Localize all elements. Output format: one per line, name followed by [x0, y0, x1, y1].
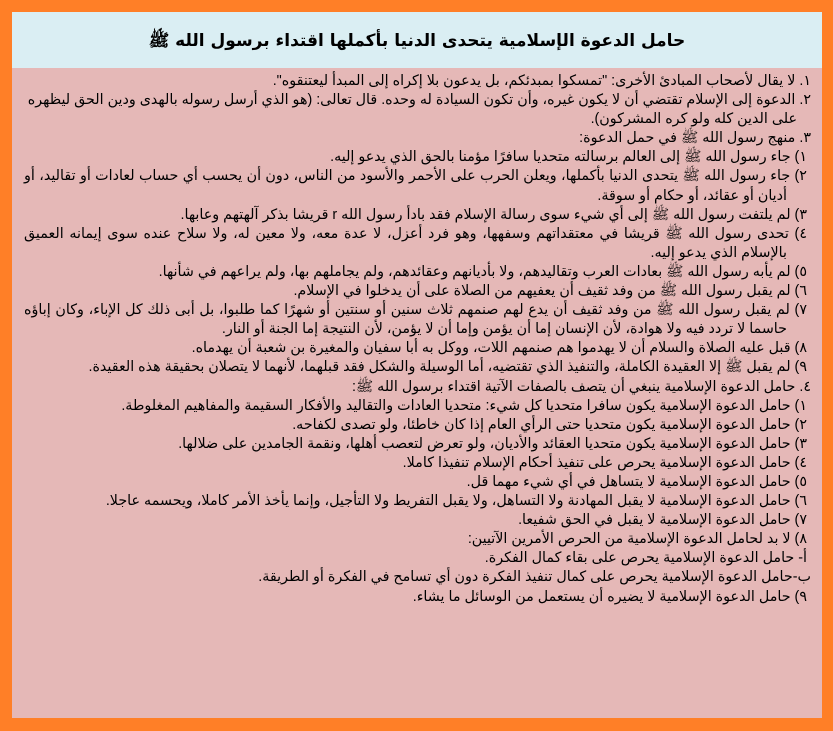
item-number: ١) — [794, 149, 807, 166]
subitem-text: حامل الدعوة الإسلامية يحرص على بقاء كمال الفكرة. — [484, 550, 795, 567]
item-number: ٨) — [794, 340, 807, 357]
item-text: لا بد لحامل الدعوة الإسلامية من الحرص الأمرين الآتيين: — [467, 531, 791, 548]
item-text: تحدى رسول الله ﷺ قريشا في معتقداتهم وسفهها، وهو فرد أعزل، لا عدة معه، ولا معين له، ولا سلاح عنده سوى إيمانه العميق بالإسلام الذي يدعو إليه. — [24, 225, 789, 261]
item-number: ٣) — [794, 435, 807, 452]
section-number: ٣. — [799, 130, 811, 147]
item-text: لم يأبه رسول الله ﷺ بعادات العرب وتقاليدهم، ولا بأديانهم وعقائدهم، ولم يجاملهم بها، ولم يراعهم في شأنها. — [158, 263, 791, 280]
section-text: لا يقال لأصحاب المبادئ الأخرى: "تمسكوا بمبدئكم، بل يدعون بلا إكراه إلى المبدأ ليعتنقوه". — [272, 73, 796, 89]
subitem-letter: ب- — [792, 569, 811, 586]
list-item — [24, 492, 811, 511]
item-number: ٧) — [794, 512, 807, 529]
section-text: الدعوة إلى الإسلام تقتضي أن لا يكون غيره، وأن تكون السيادة له وحده. قال تعالى: (هو الذي أرسل رسوله بالهدى ودين الحق ليظهره على الدين كله ولو كره المشركون). — [27, 92, 797, 128]
item-text: قبل عليه الصلاة والسلام أن لا يهدموا هم صنمهم اللات، ووكل به أبا سفيان والمغيرة بن شعبة أن يهدماه. — [191, 340, 791, 357]
item-text: لم يقبل رسول الله ﷺ من وفد ثقيف أن يدع لهم صنمهم ثلاث سنين أو سنتين أو شهرًا كما طلبوا، بل أبى ذلك كل الإباء، وكان إباؤه حاسما لا تردد فيه ولا هوادة، لأن الإنسان إما أن يؤمن وإما أن لا يؤمن، لأن النتيجة إما الجنة أو النار. — [24, 302, 790, 338]
sub-list-item — [24, 568, 811, 587]
section-3 — [24, 129, 811, 148]
section-1 — [24, 72, 811, 91]
item-number: ٧) — [794, 302, 807, 319]
item-number: ٦) — [794, 283, 807, 300]
item-text: حامل الدعوة الإسلامية لا يقبل في الحق شفيعا. — [518, 512, 791, 529]
item-text: لم يلتفت رسول الله ﷺ إلى أي شيء سوى رسالة الإسلام فقد بادأ رسول الله r قريشا بذكر آلهتهم وعابها. — [180, 206, 791, 223]
item-text: حامل الدعوة الإسلامية لا يقبل المهادنة ولا التساهل، ولا يقبل التفريط ولا التأجيل، وإنما يأخذ الأمر كاملا، ويحسمه عاجلا. — [105, 493, 791, 510]
list-item — [24, 511, 811, 530]
section-4 — [24, 378, 811, 397]
item-text: حامل الدعوة الإسلامية لا يضيره أن يستعمل من الوسائل ما يشاء. — [412, 588, 791, 605]
item-number: ٥) — [794, 473, 807, 490]
list-item — [24, 454, 811, 473]
subitem-letter: أ- — [798, 550, 807, 567]
list-item — [24, 301, 811, 339]
item-number: ٢) — [794, 168, 807, 185]
section-text: منهج رسول الله ﷺ في حمل الدعوة: — [579, 130, 796, 147]
item-number: ٦) — [794, 493, 807, 510]
item-number: ١) — [794, 397, 807, 414]
item-number: ٥) — [794, 263, 807, 280]
list-item — [24, 435, 811, 454]
document-frame — [12, 12, 822, 718]
item-text: حامل الدعوة الإسلامية يكون متحديا العقائد والأديان، ولو تعرض لتعصب أهلها، ونقمة الجامدين على ضلالها. — [178, 435, 791, 452]
list-item — [24, 358, 811, 377]
item-number: ٩) — [794, 359, 807, 376]
item-text: جاء رسول الله ﷺ يتحدى الدنيا بأكملها، ويعلن الحرب على الأحمر والأسود من الناس، دون أن يحسب أي حساب لعادات أو تقاليد، أو أديان أو عقائد، أو حكام أو سوقة. — [24, 168, 791, 204]
item-text: حامل الدعوة الإسلامية يكون متحديا حتى الرأي العام إذا كان خاطئا، ولو تصدى لكفاحه. — [292, 416, 791, 433]
item-number: ٢) — [794, 416, 807, 433]
list-item — [24, 206, 811, 225]
item-number: ٤) — [794, 454, 807, 471]
section-text: حامل الدعوة الإسلامية ينبغي أن يتصف بالصفات الآتية اقتداء برسول الله ﷺ: — [351, 378, 796, 395]
section-number: ٢. — [799, 92, 811, 109]
item-number: ٣) — [794, 206, 807, 223]
list-item — [24, 588, 811, 607]
item-text: لم يقبل ﷺ إلا العقيدة الكاملة، والتنفيذ الذي تقتضيه، أما الوسيلة والشكل فقد قبلهما، لأنهما لا يتصلان بحقيقة هذه العقيدة. — [88, 359, 791, 376]
list-item — [24, 416, 811, 435]
item-number: ٨) — [794, 531, 807, 548]
section-number: ١. — [799, 73, 811, 89]
list-item — [24, 148, 811, 167]
item-number: ٩) — [794, 588, 807, 605]
subitem-text: حامل الدعوة الإسلامية يحرص على كمال تنفيذ الفكرة دون أي تسامح في الفكرة أو الطريقة. — [258, 569, 793, 586]
item-text: حامل الدعوة الإسلامية لا يتساهل في أي شيء مهما قل. — [466, 473, 791, 490]
item-text: لم يقبل رسول الله ﷺ من وفد ثقيف أن يعفيهم من الصلاة على أن يدخلوا في الإسلام. — [293, 283, 791, 300]
list-item — [24, 339, 811, 358]
item-text: حامل الدعوة الإسلامية يكون سافرا متحديا كل شيء: متحديا العادات والتقاليد والأفكار السقيمة والمفاهيم المغلوطة. — [121, 397, 791, 414]
list-item — [24, 530, 811, 549]
list-item — [24, 282, 811, 301]
title-box — [12, 12, 822, 68]
list-item — [24, 167, 811, 205]
item-number: ٤) — [794, 225, 807, 242]
content-body — [12, 68, 822, 718]
list-item — [24, 225, 811, 263]
page-title: حامل الدعوة الإسلامية يتحدى الدنيا بأكملها اقتداء برسول الله ﷺ — [148, 30, 686, 51]
item-text: حامل الدعوة الإسلامية يحرص على تنفيذ أحكام الإسلام تنفيذا كاملا. — [402, 454, 791, 471]
item-text: جاء رسول الله ﷺ إلى العالم برسالته متحديا سافرًا مؤمنا بالحق الذي يدعو إليه. — [330, 149, 791, 166]
list-item — [24, 473, 811, 492]
sub-list-item — [24, 549, 811, 568]
list-item — [24, 397, 811, 416]
list-item — [24, 263, 811, 282]
section-number: ٤. — [799, 378, 811, 395]
section-2 — [24, 91, 811, 129]
